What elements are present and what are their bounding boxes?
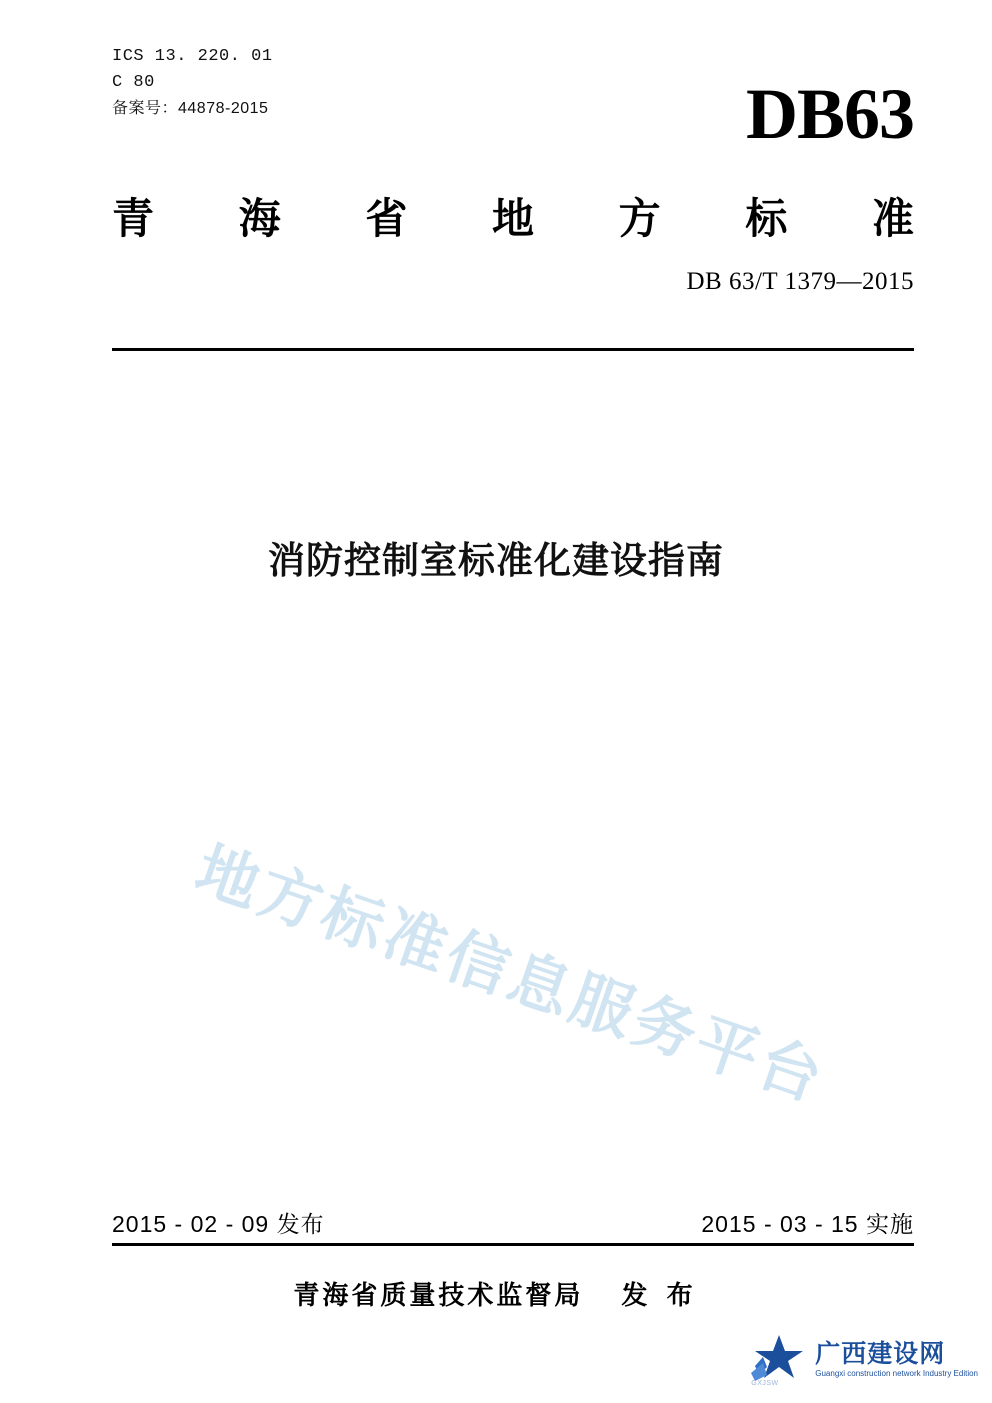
standard-number: DB 63/T 1379—2015 [686,268,914,295]
issuer-line [0,1275,992,1312]
watermark-text: 地方标准信息服务平台 [187,835,834,1116]
ics-code: ICS 13. 220. 01 [112,47,273,66]
standard-kind [112,186,914,246]
issuer-verb: 发 布 [621,1280,699,1310]
bottom-divider [112,1243,914,1246]
star-icon [749,1333,807,1385]
classification-code: C 80 [112,73,155,93]
logo-tagline: GXJSW [751,1380,779,1387]
standard-mark: DB63 [745,74,914,154]
site-logo [749,1333,978,1385]
header-metadata [112,44,273,121]
record-number: 备案号：44878-2015 [112,99,269,117]
top-divider [112,348,914,351]
page-title: 消防控制室标准化建设指南 [268,540,724,581]
implementation-date: 2015 - 03 - 15 实施 [701,1211,914,1237]
logo-name-en: Guangxi construction network Industry Edition [815,1368,978,1378]
issuer-name: 青海省质量技术监督局 [293,1280,584,1310]
logo-name-cn: 广西建设网 [815,1340,946,1369]
standard-kind-text: 青海省地方标准 [112,195,914,242]
logo-text [815,1340,978,1378]
issue-date: 2015 - 02 - 09 发布 [112,1211,325,1237]
